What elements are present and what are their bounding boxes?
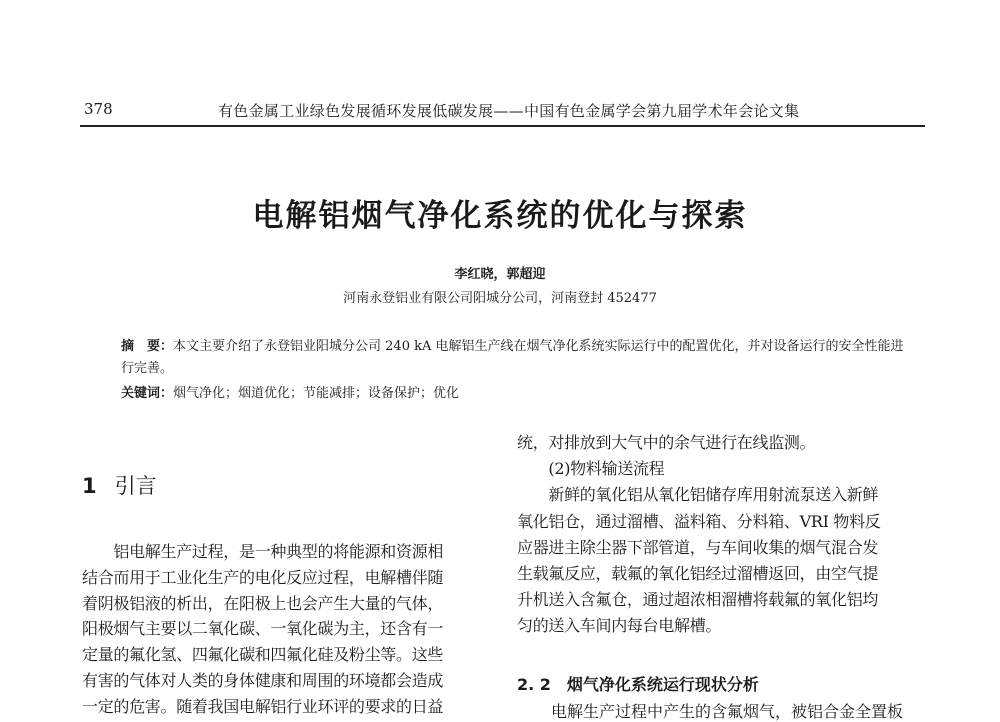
- left-column-body: [82, 539, 482, 720]
- text-line: 铝电解生产过程，是一种典型的将能源和资源相: [82, 542, 444, 561]
- running-header: 有色金属工业绿色发展循环发展低碳发展——中国有色金属学会第九届学术年会论文集: [218, 102, 800, 120]
- abstract-label: 摘 要：: [121, 339, 174, 354]
- affiliation: 河南永登铝业有限公司阳城分公司，河南登封 452477: [343, 291, 657, 306]
- abstract: [121, 336, 911, 380]
- text-line: 定量的氟化氢、四氟化碳和四氟化硅及粉尘等。这些: [82, 645, 444, 665]
- right-column-body: [517, 430, 922, 640]
- keywords: [121, 382, 911, 401]
- section-number: 1: [82, 474, 97, 498]
- section-number: 2. 2: [517, 675, 551, 694]
- text-line: 有害的气体对人类的身体健康和周围的环境都会造成: [82, 670, 444, 690]
- text-line: (2)物料输送流程: [517, 459, 665, 479]
- text-line: 应器进主除尘器下部管道，与车间收集的烟气混合发: [517, 537, 879, 557]
- text-line: 统，对排放到大气中的余气进行在线监测。: [517, 433, 816, 452]
- text-line: 生载氟反应，载氟的氧化铝经过溜槽返回，由空气提: [517, 564, 879, 584]
- text-line: 升机送入含氟仓，通过超浓相溜槽将载氟的氧化铝均: [517, 590, 879, 610]
- keywords-label: 关键词：: [121, 386, 174, 401]
- text-line: 结合而用于工业化生产的电化反应过程，电解槽伴随: [82, 567, 444, 587]
- authors: 李红晓，郭超迎: [454, 267, 546, 282]
- text-line: 电解生产过程中产生的含氟烟气，被铝合金全置板: [551, 702, 904, 721]
- text-line: 阳极烟气主要以二氧化碳、一氧化碳为主，还含有一: [82, 619, 444, 639]
- text-line: 新鲜的氧化铝从氧化铝储存库用射流泵送入新鲜: [517, 485, 879, 505]
- section-title: 引言: [114, 474, 157, 498]
- abstract-text: 本文主要介绍了永登铝业阳城分公司 240 kA 电解铝生产线在烟气净化系统实际运行中的配置优化，并对设备运行的安全性能进行完善。: [121, 339, 904, 376]
- section-heading-2-2: [517, 672, 759, 695]
- section-title: 烟气净化系统运行现状分析: [566, 675, 759, 694]
- text-line: 氧化铝仓，通过溜槽、溢料箱、分料箱、VRI 物料反: [517, 511, 881, 531]
- text-line: 一定的危害。随着我国电解铝行业环评的要求的日益: [82, 696, 444, 716]
- paper-title: 电解铝烟气净化系统的优化与探索: [252, 198, 748, 234]
- section-heading-1: [82, 470, 157, 500]
- header-rule: [80, 125, 925, 127]
- keywords-text: 烟气净化；烟道优化；节能减排；设备保护；优化: [173, 386, 460, 401]
- text-line: 着阴极铝液的析出，在阳极上也会产生大量的气体，: [82, 593, 444, 613]
- text-line: 匀的送入车间内每台电解槽。: [517, 616, 722, 636]
- page-number: 378: [84, 100, 113, 118]
